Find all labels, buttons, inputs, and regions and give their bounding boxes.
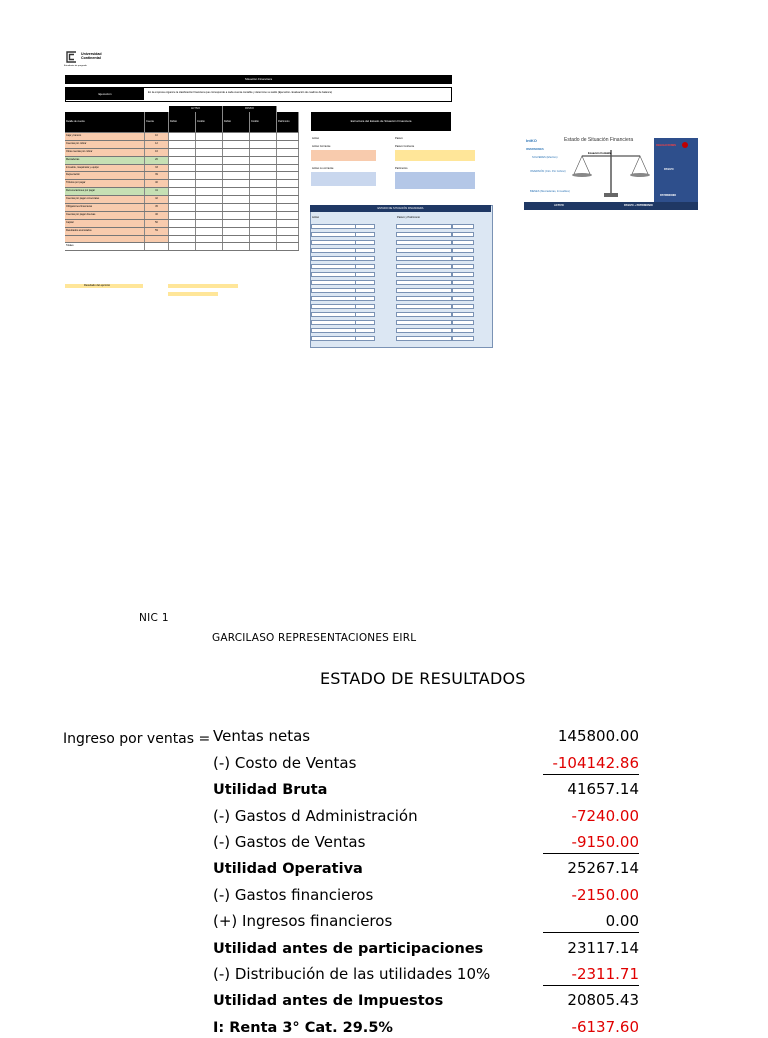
col-header: Detalle de cuenta	[65, 112, 145, 132]
row-code: 45	[145, 204, 169, 211]
sfp-cell	[396, 256, 452, 261]
row-value: -2150.00	[571, 885, 639, 904]
row-cell	[250, 165, 277, 172]
row-cell	[169, 212, 196, 219]
sfp-cell	[355, 224, 375, 229]
sfp-cell	[396, 272, 452, 277]
row-value: -6137.60	[571, 1017, 639, 1036]
row-label: Utilidad antes de Impuestos	[213, 993, 444, 1010]
patrimonio-label: Patrimonio	[395, 167, 408, 170]
sfp-cell	[396, 336, 452, 341]
worksheet-header-row	[65, 112, 299, 133]
scale-left-label: BIENES (Mercaderías, Inmuebles)	[530, 190, 570, 193]
sfp-sheet-title: ESTADO DE SITUACIÓN FINANCIERA	[310, 205, 491, 212]
scale-right-label: PATRIMONIO	[660, 194, 677, 197]
income-statement-row	[213, 774, 639, 800]
sfp-cell	[355, 328, 375, 333]
row-cell	[196, 220, 223, 227]
row-label: Caja y bancos	[65, 133, 145, 140]
nic-label: NIC 1	[139, 612, 169, 624]
row-cell	[277, 149, 299, 156]
income-statement-row	[213, 747, 639, 773]
table-row	[65, 243, 299, 251]
sfp-cell	[452, 336, 474, 341]
scale-right-label: PASIVO	[664, 168, 674, 171]
university-tagline: Estudiante de pregrado	[64, 65, 87, 67]
row-label: Obligaciones financieras	[65, 204, 145, 211]
row-cell	[223, 172, 250, 179]
income-statement-row	[213, 827, 639, 853]
sfp-left-heading: Activo	[312, 216, 320, 219]
row-cell	[223, 236, 250, 243]
sheet-description-text: En la empresa organice la clasificación financiera que corresponde a cada cuenta contable y determine su saldo (Ejecución- Evaluación de cuadros de balance)	[148, 91, 333, 94]
col-header: Débito	[223, 112, 250, 132]
table-row	[65, 133, 299, 141]
row-cell	[169, 141, 196, 148]
row-cell	[277, 165, 299, 172]
sfp-cell	[396, 312, 452, 317]
row-cell	[169, 188, 196, 195]
sfp-cell	[452, 248, 474, 253]
sfp-cell	[355, 296, 375, 301]
balance-activo-label: Activo	[312, 137, 320, 140]
income-statement-row	[213, 853, 639, 879]
col-header: Patrimonio	[277, 112, 299, 132]
scale-left-label: INVERSIÓN (Ctrs. Por Cobrar)	[530, 170, 566, 173]
sfp-cell	[355, 256, 375, 261]
row-value: -2311.71	[571, 964, 639, 983]
col-header: Cuenta	[145, 112, 169, 132]
row-cell	[277, 157, 299, 164]
row-cell	[169, 180, 196, 187]
col-header: Débito	[169, 112, 196, 132]
table-row	[65, 172, 299, 180]
row-label: (-) Gastos de Ventas	[213, 832, 366, 851]
sfp-cell	[452, 240, 474, 245]
worksheet-table	[65, 106, 299, 251]
scale-title: Estado de Situación Financiera	[564, 137, 634, 143]
row-label: Ventas netas	[213, 727, 311, 746]
scale-right-label: OBLIGACIONES	[656, 144, 677, 147]
sfp-cell	[355, 272, 375, 277]
scale-brand: IntKO	[526, 138, 537, 143]
sfp-cell	[396, 328, 452, 333]
row-code: 12	[145, 141, 169, 148]
row-cell	[169, 236, 196, 243]
row-code: 10	[145, 133, 169, 140]
row-label: Mercaderías	[65, 157, 145, 164]
row-label: (+) Ingresos financieros	[213, 912, 393, 931]
sfp-cell	[452, 232, 474, 237]
row-cell	[196, 133, 223, 140]
row-cell	[196, 196, 223, 203]
university-logo-icon	[64, 50, 78, 64]
row-value: 25267.14	[567, 859, 639, 878]
row-label: Cuentas por cobrar	[65, 141, 145, 148]
row-cell	[196, 157, 223, 164]
table-row	[65, 220, 299, 228]
income-statement-row	[213, 906, 639, 932]
row-cell	[196, 243, 223, 250]
sfp-cell	[396, 224, 452, 229]
row-label: Cuentas por pagar comerciales	[65, 196, 145, 203]
pasivo-corriente-label: Pasivo Corriente	[395, 145, 415, 148]
row-label: Remuneraciones por pagar	[65, 188, 145, 195]
activo-corriente-box	[311, 150, 376, 161]
sfp-cell	[355, 320, 375, 325]
row-value: -104142.86	[552, 753, 639, 772]
row-label: Cuentas por pagar diversas	[65, 212, 145, 219]
row-cell	[169, 157, 196, 164]
row-cell	[223, 180, 250, 187]
row-label: (-) Gastos financieros	[213, 885, 374, 904]
row-label: I: Renta 3° Cat. 29.5%	[213, 1019, 393, 1036]
row-cell	[196, 228, 223, 235]
row-label: Resultados acumulados	[65, 228, 145, 235]
row-cell	[250, 228, 277, 235]
row-cell	[277, 236, 299, 243]
sfp-cell	[355, 304, 375, 309]
scale-left-label: SOLVERES (Efectivo)	[532, 156, 558, 159]
col-header: Crédito	[250, 112, 277, 132]
row-cell	[223, 204, 250, 211]
sfp-cell	[355, 232, 375, 237]
row-cell	[250, 204, 277, 211]
pasivo-corriente-box	[395, 150, 475, 161]
sheet-description-label: Ejecución	[66, 88, 144, 100]
row-code: 16	[145, 149, 169, 156]
row-cell	[250, 172, 277, 179]
sfp-cell	[452, 224, 474, 229]
row-cell	[196, 141, 223, 148]
row-label: (-) Costo de Ventas	[213, 753, 357, 772]
sfp-cell	[452, 272, 474, 277]
row-label: Utilidad antes de participaciones	[213, 940, 484, 957]
row-cell	[223, 228, 250, 235]
sheet-footer-note: Resultado del ejercicio	[84, 284, 111, 287]
row-value: -9150.00	[571, 832, 639, 851]
row-cell	[223, 196, 250, 203]
row-cell	[277, 243, 299, 250]
row-cell	[223, 157, 250, 164]
sfp-cell	[355, 248, 375, 253]
sfp-cell	[452, 296, 474, 301]
scale-bottom-left: ACTIVO	[554, 204, 564, 207]
row-label: (-) Gastos d Administración	[213, 806, 418, 825]
table-row	[65, 180, 299, 188]
sfp-cell	[396, 320, 452, 325]
sfp-cell	[355, 336, 375, 341]
row-label: (-) Distribución de las utilidades 10%	[213, 964, 491, 983]
row-cell	[277, 196, 299, 203]
sfp-cell	[452, 280, 474, 285]
row-code	[145, 243, 169, 250]
row-cell	[250, 133, 277, 140]
table-row	[65, 157, 299, 165]
row-value: 41657.14	[567, 780, 639, 799]
row-cell	[250, 180, 277, 187]
row-cell	[250, 220, 277, 227]
sfp-cell	[396, 264, 452, 269]
row-label: Utilidad Bruta	[213, 782, 328, 799]
row-cell	[223, 141, 250, 148]
row-cell	[196, 180, 223, 187]
table-row	[65, 165, 299, 173]
sfp-cell	[355, 280, 375, 285]
row-label: Utilidad Operativa	[213, 861, 363, 878]
balance-scale-graphic	[524, 136, 698, 210]
row-code: 40	[145, 180, 169, 187]
sfp-cell	[396, 304, 452, 309]
university-name: Universidad Continental	[81, 52, 102, 60]
row-cell	[277, 188, 299, 195]
row-label: Otras cuentas por cobrar	[65, 149, 145, 156]
sfp-cell	[396, 288, 452, 293]
row-code: 33	[145, 165, 169, 172]
row-code: 42	[145, 196, 169, 203]
table-row	[65, 188, 299, 196]
row-cell	[277, 228, 299, 235]
row-cell	[169, 149, 196, 156]
row-cell	[250, 212, 277, 219]
group-header-activo: ACTIVO	[169, 106, 223, 112]
ingreso-prefix-label: Ingreso por ventas =	[63, 731, 211, 747]
row-cell	[196, 172, 223, 179]
row-value: 23117.14	[567, 938, 639, 957]
row-value: 20805.43	[567, 991, 639, 1010]
row-cell	[169, 133, 196, 140]
row-cell	[169, 243, 196, 250]
table-row	[65, 204, 299, 212]
table-row	[65, 212, 299, 220]
footer-highlight	[168, 292, 218, 296]
activo-corriente-label: Activo Corriente	[312, 145, 331, 148]
sfp-cell	[396, 296, 452, 301]
sfp-cell	[355, 264, 375, 269]
row-cell	[223, 220, 250, 227]
row-code: 39	[145, 172, 169, 179]
row-cell	[223, 133, 250, 140]
balance-pasivo-label: Pasivo	[395, 137, 403, 140]
row-cell	[250, 141, 277, 148]
activo-no-corriente-label: Activo no corriente	[312, 167, 334, 170]
row-code	[145, 236, 169, 243]
row-label: Depreciación	[65, 172, 145, 179]
row-value: -7240.00	[571, 806, 639, 825]
row-value: 145800.00	[557, 727, 639, 746]
row-cell	[223, 149, 250, 156]
row-cell	[196, 204, 223, 211]
income-statement-row	[213, 1011, 639, 1037]
income-statement-row	[213, 721, 639, 747]
row-cell	[196, 236, 223, 243]
row-cell	[223, 188, 250, 195]
row-cell	[277, 172, 299, 179]
row-cell	[196, 149, 223, 156]
row-code: 50	[145, 220, 169, 227]
sfp-cell	[396, 248, 452, 253]
sfp-cell	[452, 288, 474, 293]
patrimonio-box	[395, 172, 475, 189]
row-cell	[250, 196, 277, 203]
row-cell	[196, 165, 223, 172]
sfp-right-heading: Pasivo y Patrimonio	[397, 216, 420, 219]
row-label: Totales	[65, 243, 145, 250]
income-statement-title: ESTADO DE RESULTADOS	[320, 669, 526, 688]
table-row	[65, 196, 299, 204]
row-cell	[277, 212, 299, 219]
sfp-cell	[355, 288, 375, 293]
row-cell	[169, 165, 196, 172]
row-label	[65, 236, 145, 243]
row-cell	[277, 133, 299, 140]
row-label: Tributos por pagar	[65, 180, 145, 187]
row-cell	[223, 243, 250, 250]
row-cell	[277, 204, 299, 211]
row-cell	[169, 196, 196, 203]
row-label: Inmueble, maquinaria y equipo	[65, 165, 145, 172]
income-statement-row	[213, 985, 639, 1011]
sfp-cell	[355, 312, 375, 317]
row-code: 20	[145, 157, 169, 164]
income-statement-row	[213, 959, 639, 985]
row-cell	[169, 172, 196, 179]
row-cell	[277, 180, 299, 187]
row-cell	[169, 204, 196, 211]
sfp-cell	[452, 312, 474, 317]
row-cell	[250, 236, 277, 243]
row-cell	[223, 165, 250, 172]
row-cell	[250, 188, 277, 195]
col-header: Crédito	[196, 112, 223, 132]
income-statement-row	[213, 932, 639, 958]
sfp-cell	[396, 240, 452, 245]
row-code: 41	[145, 188, 169, 195]
row-code: 59	[145, 228, 169, 235]
scale-center-label: Ecuación Contable	[588, 152, 612, 155]
scale-left-label: INVERSIONES	[526, 148, 544, 151]
group-header-pasivo: PASIVO	[223, 106, 277, 112]
scale-bottom-right: PASIVO + PATRIMONIO	[624, 204, 653, 207]
income-statement-row	[213, 879, 639, 905]
row-cell	[277, 220, 299, 227]
company-name: GARCILASO REPRESENTACIONES EIRL	[212, 632, 417, 644]
row-cell	[277, 141, 299, 148]
balance-scheme-title: Estructura del Estado de Situación Financiera	[311, 112, 451, 131]
row-cell	[169, 220, 196, 227]
sfp-cell	[452, 264, 474, 269]
row-cell	[250, 157, 277, 164]
sfp-cell	[355, 240, 375, 245]
row-value: 0.00	[605, 912, 639, 931]
row-cell	[196, 188, 223, 195]
income-statement-rows	[213, 721, 639, 1038]
row-cell	[223, 212, 250, 219]
table-row	[65, 149, 299, 157]
sfp-cell	[452, 304, 474, 309]
footer-highlight	[168, 284, 238, 288]
row-cell	[196, 212, 223, 219]
table-row	[65, 141, 299, 149]
row-cell	[250, 149, 277, 156]
sfp-cell	[452, 320, 474, 325]
income-statement-row	[213, 800, 639, 826]
row-cell	[250, 243, 277, 250]
sfp-cell	[396, 232, 452, 237]
table-row	[65, 228, 299, 236]
activo-no-corriente-box	[311, 172, 376, 186]
row-code: 46	[145, 212, 169, 219]
sheet-title: Situación Financiera	[65, 75, 452, 84]
sfp-cell	[452, 328, 474, 333]
sfp-cell	[452, 256, 474, 261]
row-label: Capital	[65, 220, 145, 227]
row-cell	[169, 228, 196, 235]
table-row	[65, 236, 299, 244]
sfp-cell	[396, 280, 452, 285]
